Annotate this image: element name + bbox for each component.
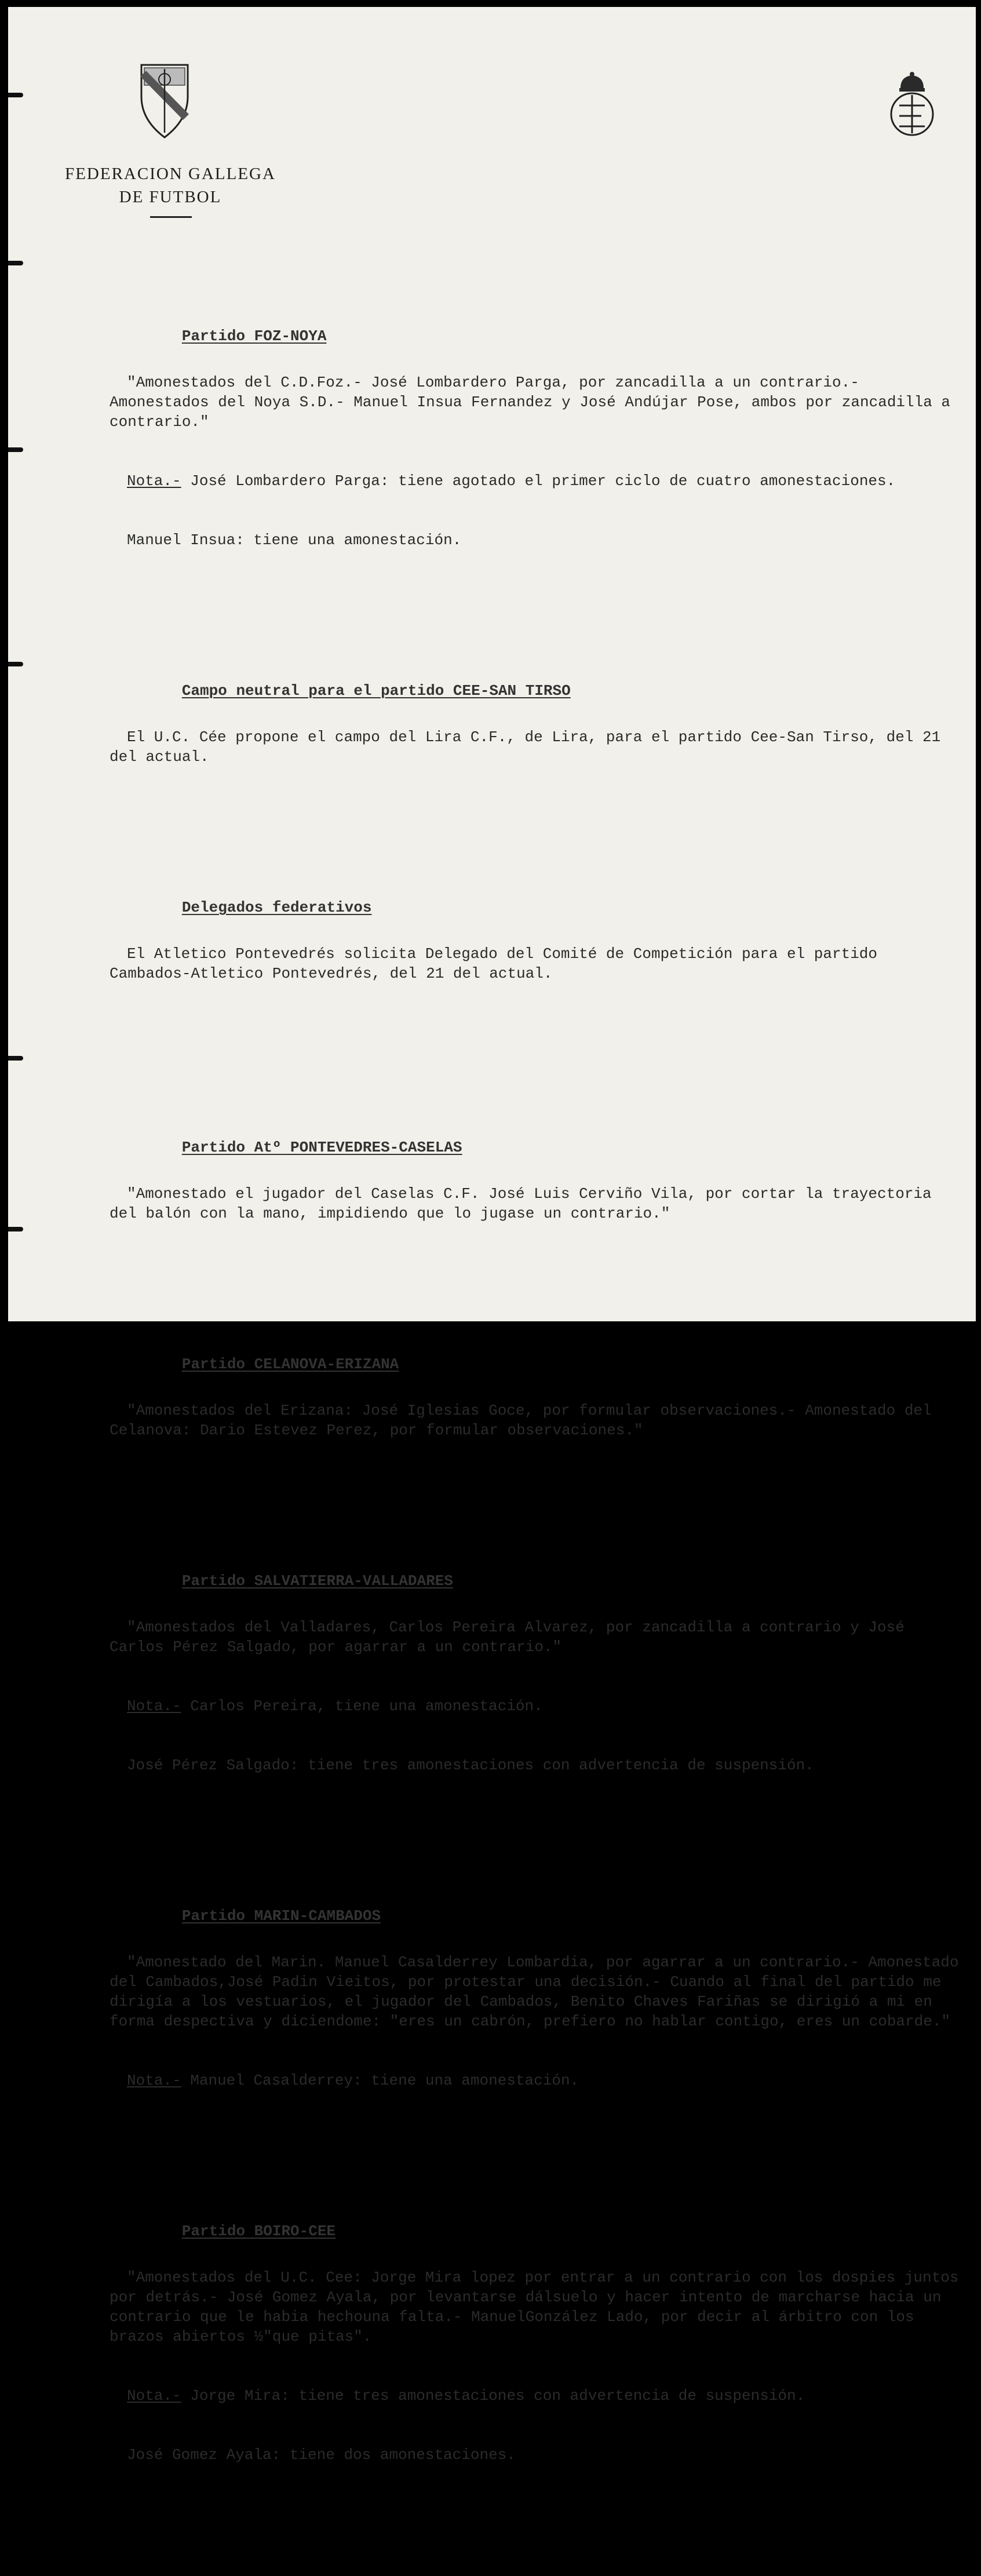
document-body: [110, 247, 967, 2576]
section-paragraph: El U.C. Cée propone el campo del Lira C.F., de Lira, para el partido Cee-San Tirso, del 21 del actual.: [110, 728, 950, 766]
section-pontevedres-caselas: [110, 1118, 967, 1263]
note-label: Nota.-: [127, 472, 181, 490]
section-heading: Partido Atº PONTEVEDRES-CASELAS: [181, 1139, 462, 1156]
section-heading: Partido FOZ-NOYA: [181, 327, 327, 345]
section-paragraph: El Atletico Pontevedrés solicita Delegado del Comité de Competición para el partido Cambados-Atletico Pontevedrés, del 21 del actual.: [110, 945, 887, 982]
rfef-crown-emblem-icon: [889, 71, 935, 143]
note-text: Jorge Mira: tiene tres amonestaciones con advertencia de suspensión.: [190, 2387, 805, 2404]
section-paragraph: "Amonestado del Marin. Manuel Casalderrey Lombardia, por agarrar a un contrario.- Amonestado del Cambados,José Padin Vieitos, por protestar una decisión.- Cuando al final del partido me dirigía a los vestuarios, el jugador del Cambados, Benito Chaves Fariñas se dirigió a mi en forma despectiva y diciendome: "eres un cabrón, prefiero no hablar contigo, eres un cobarde.": [110, 1954, 968, 2030]
punch-hole: [8, 93, 23, 97]
punch-hole: [8, 447, 23, 452]
title-divider: [150, 216, 192, 218]
note-label: Nota.-: [127, 2387, 181, 2404]
section-heading: Delegados federativos: [181, 899, 372, 916]
section-paragraph: "Amonestados del Erizana: José Iglesias Goce, por formular observaciones.- Amonestado del Celanova: Dario Estevez Perez, por formular observaciones.": [110, 1402, 941, 1439]
section-paragraph: "Amonestados del U.C. Cee: Jorge Mira lopez por entrar a un contrario con los dospies juntos por detrás.- José Gomez Ayala, por levantarse dálsuelo y hacer intento de marcharse hacia un contrario que le habia hechouna falta.- ManuelGonzález Lado, por decir al árbitro con los brazos abiertos ½"que pitas".: [110, 2269, 968, 2345]
section-note: [110, 1696, 967, 1716]
section-note: [110, 471, 967, 491]
punch-hole: [8, 662, 23, 666]
section-boiro-cee: [110, 2202, 967, 2504]
section-note: [110, 2445, 967, 2465]
org-line-2: DE FUTBOL: [119, 188, 222, 206]
section-paragraph: "Amonestado el jugador del Caselas C.F. José Luis Cerviño Vila, por cortar la trayectoria del balón con la mano, impidiendo que lo jugase un contrario.": [110, 1185, 941, 1222]
section-note: [110, 2386, 967, 2406]
note-text: José Gomez Ayala: tiene dos amonestaciones.: [127, 2446, 516, 2464]
section-heading: Partido CELANOVA-ERIZANA: [181, 1356, 399, 1373]
fgf-shield-icon: [138, 62, 191, 143]
section-foz-noya: [110, 307, 967, 589]
note-text: Manuel Casalderrey: tiene una amonestación.: [190, 2072, 579, 2089]
section-marin-cambados: [110, 1886, 967, 2130]
org-line-1: FEDERACION GALLEGA: [65, 165, 276, 183]
document-sheet: [8, 7, 976, 2464]
punch-hole: [8, 261, 23, 265]
section-note: [110, 530, 967, 550]
punch-hole: [8, 1227, 23, 1231]
note-text: José Pérez Salgado: tiene tres amonestaciones con advertencia de suspensión.: [127, 1757, 814, 1774]
organization-name: [43, 162, 298, 209]
section-salvatierra-valladares: [110, 1551, 967, 1815]
note-label: Nota.-: [127, 2072, 181, 2089]
section-paragraph: "Amonestados del C.D.Foz.- José Lombardero Parga, por zancadilla a un contrario.- Amonestados del Noya S.D.- Manuel Insua Fernandez y José Andújar Pose, ambos por zancadilla a contrario.": [110, 374, 960, 431]
section-heading: Campo neutral para el partido CEE-SAN TIRSO: [181, 682, 571, 699]
note-label: Nota.-: [127, 1697, 181, 1715]
section-note: [110, 1755, 967, 1775]
section-note: [110, 2071, 967, 2090]
section-paragraph: "Amonestados del Valladares, Carlos Pereira Alvarez, por zancadilla a contrario y José Carlos Pérez Salgado, por agarrar a un contrario.": [110, 1619, 914, 1656]
note-text: José Lombardero Parga: tiene agotado el primer ciclo de cuatro amonestaciones.: [190, 472, 896, 490]
section-celanova-erizana: [110, 1335, 967, 1480]
section-heading: Partido SALVATIERRA-VALLADARES: [181, 1572, 453, 1590]
section-cee-san-tirso: [110, 661, 967, 806]
punch-hole: [8, 1056, 23, 1061]
section-heading: Partido BOIRO-CEE: [181, 2222, 336, 2240]
note-text: Manuel Insua: tiene una amonestación.: [127, 531, 462, 549]
note-text: Carlos Pereira, tiene una amonestación.: [190, 1697, 543, 1715]
section-heading: Partido MARIN-CAMBADOS: [181, 1907, 381, 1925]
section-delegados: [110, 878, 967, 1023]
